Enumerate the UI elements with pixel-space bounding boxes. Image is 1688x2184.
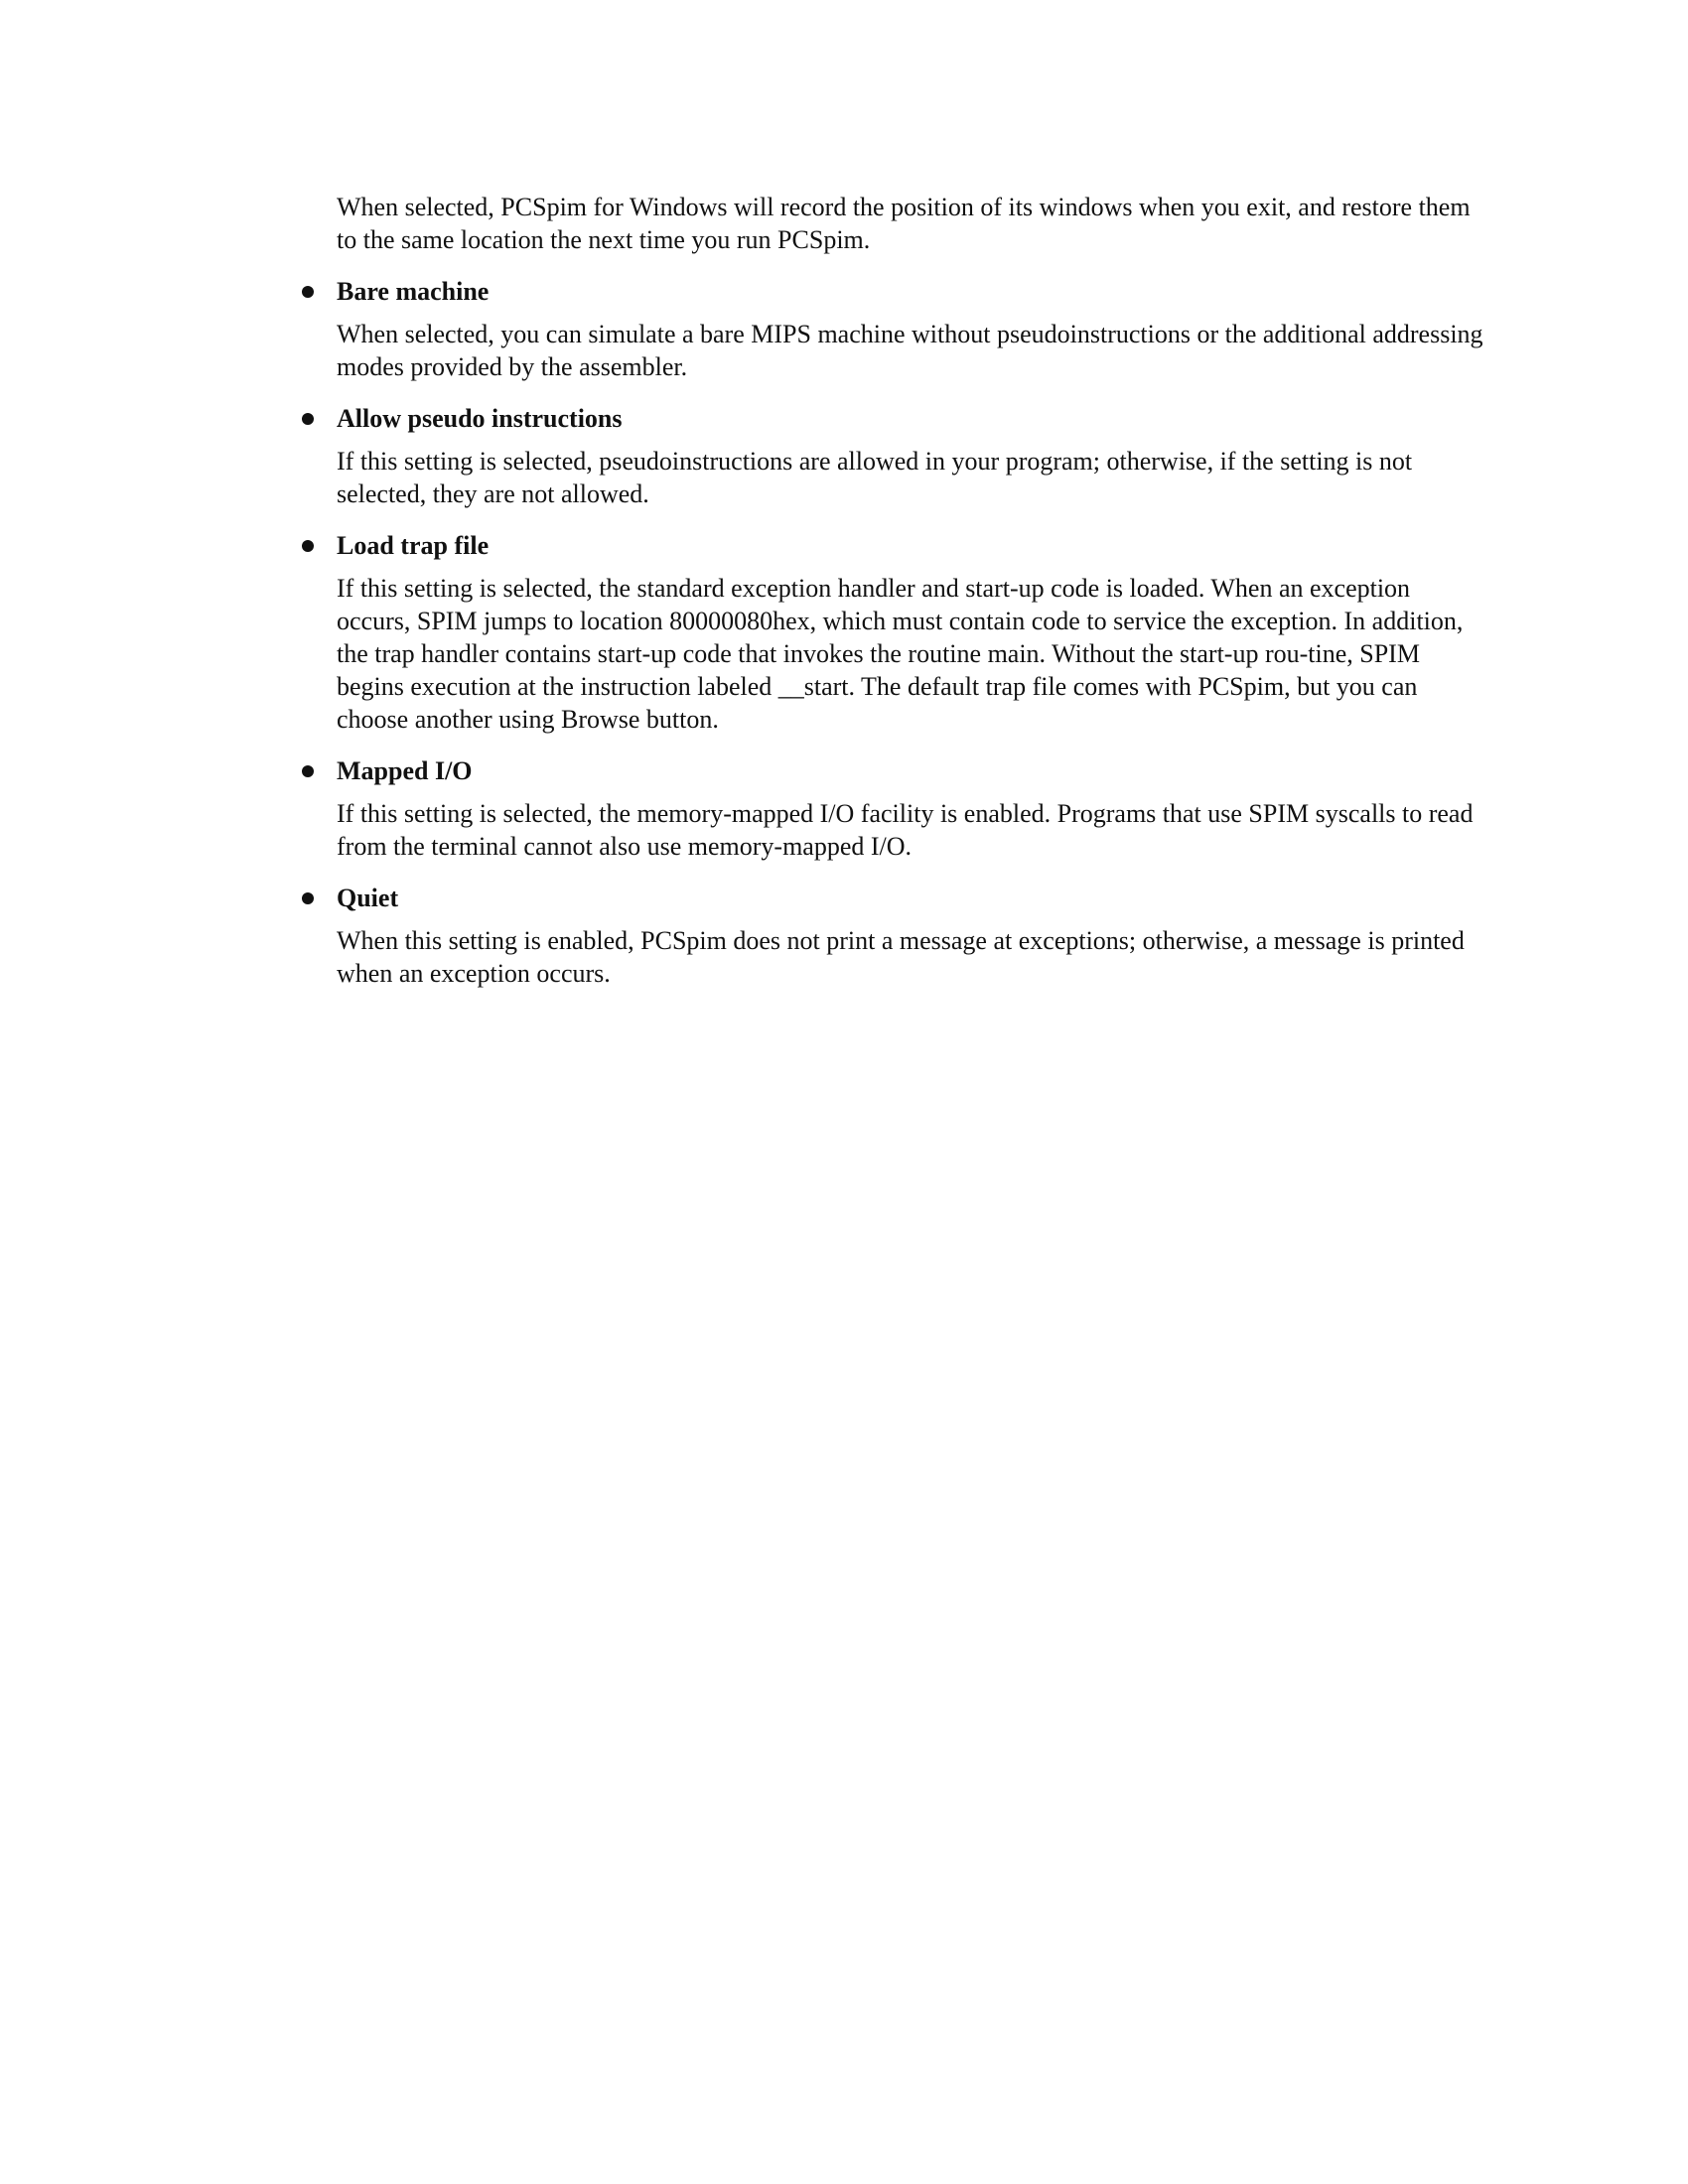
option-mapped-io	[337, 754, 1488, 863]
option-bare-machine	[337, 275, 1488, 383]
option-description: When this setting is enabled, PCSpim does not print a message at exceptions; otherwise, a message is printed when an exception occurs.	[337, 926, 1465, 988]
option-heading	[337, 275, 1488, 308]
option-heading-text: Bare machine	[337, 277, 490, 306]
option-heading-text: Allow pseudo instructions	[337, 404, 623, 433]
option-allow-pseudo-instructions	[337, 402, 1488, 510]
option-load-trap-file	[337, 529, 1488, 736]
option-description: If this setting is selected, pseudoinstructions are allowed in your program; otherwise, if the setting is not selected, they are not allowed.	[337, 447, 1413, 508]
option-description: If this setting is selected, the standard exception handler and start-up code is loaded. When an exception occurs, SPIM jumps to location 80000080hex, which must contain code to service the exception. In addition, the trap handler contains start-up code that invokes the routine main. Without the start-up rou-tine, SPIM begins execution at the instruction labeled __start. The default trap file comes with PCSpim, but you can choose another using Browse button.	[337, 574, 1464, 734]
option-heading-text: Mapped I/O	[337, 756, 473, 785]
option-heading	[337, 402, 1488, 435]
option-description: If this setting is selected, the memory-mapped I/O facility is enabled. Programs that use SPIM syscalls to read from the terminal cannot also use memory-mapped I/O.	[337, 799, 1474, 861]
bullet-icon	[302, 892, 314, 904]
option-quiet	[337, 882, 1488, 990]
option-heading-text: Quiet	[337, 884, 399, 912]
bullet-icon	[302, 540, 314, 552]
option-heading	[337, 529, 1488, 562]
option-heading	[337, 754, 1488, 787]
intro-paragraph: When selected, PCSpim for Windows will record the position of its windows when you exit, and restore them to the same location the next time you run PCSpim.	[337, 193, 1471, 254]
option-heading-text: Load trap file	[337, 531, 490, 560]
bullet-icon	[302, 413, 314, 425]
page-content	[337, 191, 1488, 990]
bullet-icon	[302, 286, 314, 298]
option-description: When selected, you can simulate a bare MIPS machine without pseudoinstructions or the additional addressing modes provided by the assembler.	[337, 320, 1483, 381]
option-heading	[337, 882, 1488, 914]
bullet-icon	[302, 765, 314, 777]
